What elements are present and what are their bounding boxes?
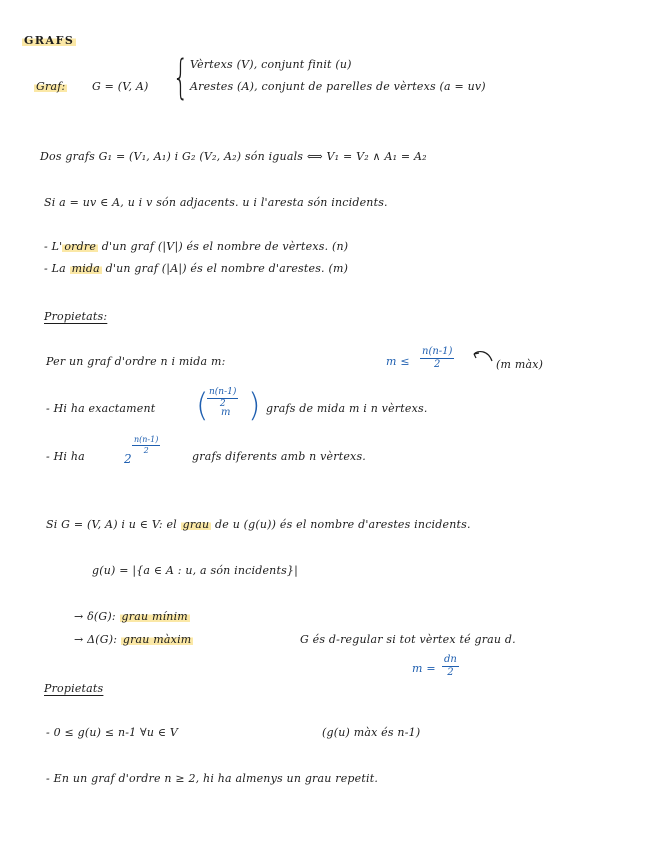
max-degree-term: grau màxim (122, 633, 192, 646)
degree-intro-post: de u (g(u)) és el nombre d'arestes incidents. (211, 518, 471, 531)
graph-brace: { (172, 50, 189, 104)
size-term: mida (71, 262, 100, 275)
max-degree-arrow: → Δ(G): (74, 633, 121, 646)
graph-label: Graf: (36, 80, 66, 93)
regular-fraction (442, 655, 459, 678)
repeated-degree: - En un graf d'ordre n ≥ 2, hi ha almenys un grau repetit. (46, 772, 379, 785)
adjacency-line: Si a = uv ∈ A, u i v són adjacents. u i l'aresta són incidents. (44, 196, 388, 209)
max-degree-line (74, 633, 193, 646)
order-line (44, 240, 348, 253)
max-edges-num: n(n-1) (422, 346, 453, 357)
binomial-bottom: m (221, 407, 231, 418)
power-exp-den: 2 (143, 446, 149, 455)
graph-expr: G = (V, A) (92, 80, 149, 93)
size-rest: d'un graf (|A|) és el nombre d'arestes. (m) (101, 262, 349, 275)
power-exponent (132, 436, 160, 455)
degree-formula: g(u) = |{a ∈ A : u, a són incidents}| (92, 564, 299, 577)
degree-intro-pre: Si G = (V, A) i u ∈ V: el (46, 518, 181, 531)
size-prefix: - La (44, 262, 70, 275)
power-base: 2 (124, 452, 132, 466)
degree-intro (46, 518, 471, 531)
degree-term: grau (182, 518, 210, 531)
max-edges-note: (m màx) (496, 358, 544, 371)
min-degree-arrow: → δ(G): (74, 610, 120, 623)
power-prefix: - Hi ha (46, 450, 85, 463)
order-term: ordre (64, 240, 97, 253)
binomial-top-num: n(n-1) (209, 387, 237, 397)
max-edges-fraction (420, 347, 454, 370)
regular-def: G és d-regular si tot vèrtex té grau d. (300, 633, 516, 646)
order-prefix: - L' (44, 240, 63, 253)
min-degree-line (74, 610, 190, 623)
order-rest: d'un graf (|V|) és el nombre de vèrtexs. (n) (98, 240, 349, 253)
max-edges-lhs: m ≤ (386, 355, 410, 368)
binomial-left-paren: ( (196, 386, 209, 424)
regular-num: dn (444, 654, 457, 665)
max-edges-den: 2 (434, 359, 441, 370)
binomial-top (207, 388, 238, 409)
power-exp-num: n(n-1) (134, 435, 159, 444)
binomial-top-den: 2 (219, 399, 226, 409)
binomial-prefix: - Hi ha exactament (46, 402, 156, 415)
graph-edges-line: Arestes (A), conjunt de parelles de vèrtexs (a = uv) (190, 80, 486, 93)
binomial-right-paren: ) (248, 386, 261, 424)
binomial-suffix: grafs de mida m i n vèrtexs. (266, 402, 428, 415)
degree-bound-note: (g(u) màx és n-1) (322, 726, 421, 739)
power-suffix: grafs diferents amb n vèrtexs. (192, 450, 366, 463)
properties-title-2: Propietats (44, 682, 104, 695)
min-degree-term: grau mínim (121, 610, 188, 623)
degree-bound: - 0 ≤ g(u) ≤ n-1 ∀u ∈ V (46, 726, 179, 739)
regular-den: 2 (447, 667, 454, 678)
regular-lhs: m = (412, 662, 436, 675)
properties-title-1: Propietats: (44, 310, 108, 323)
equality-line: Dos grafs G₁ = (V₁, A₁) i G₂ (V₂, A₂) són iguals ⟺ V₁ = V₂ ∧ A₁ = A₂ (40, 150, 427, 163)
max-edges-text: Per un graf d'ordre n i mida m: (46, 355, 226, 368)
graph-vertices-line: Vèrtexs (V), conjunt finit (u) (190, 58, 352, 71)
heading: GRAFS (24, 34, 75, 47)
size-line (44, 262, 348, 275)
curved-arrow-icon (470, 348, 496, 364)
